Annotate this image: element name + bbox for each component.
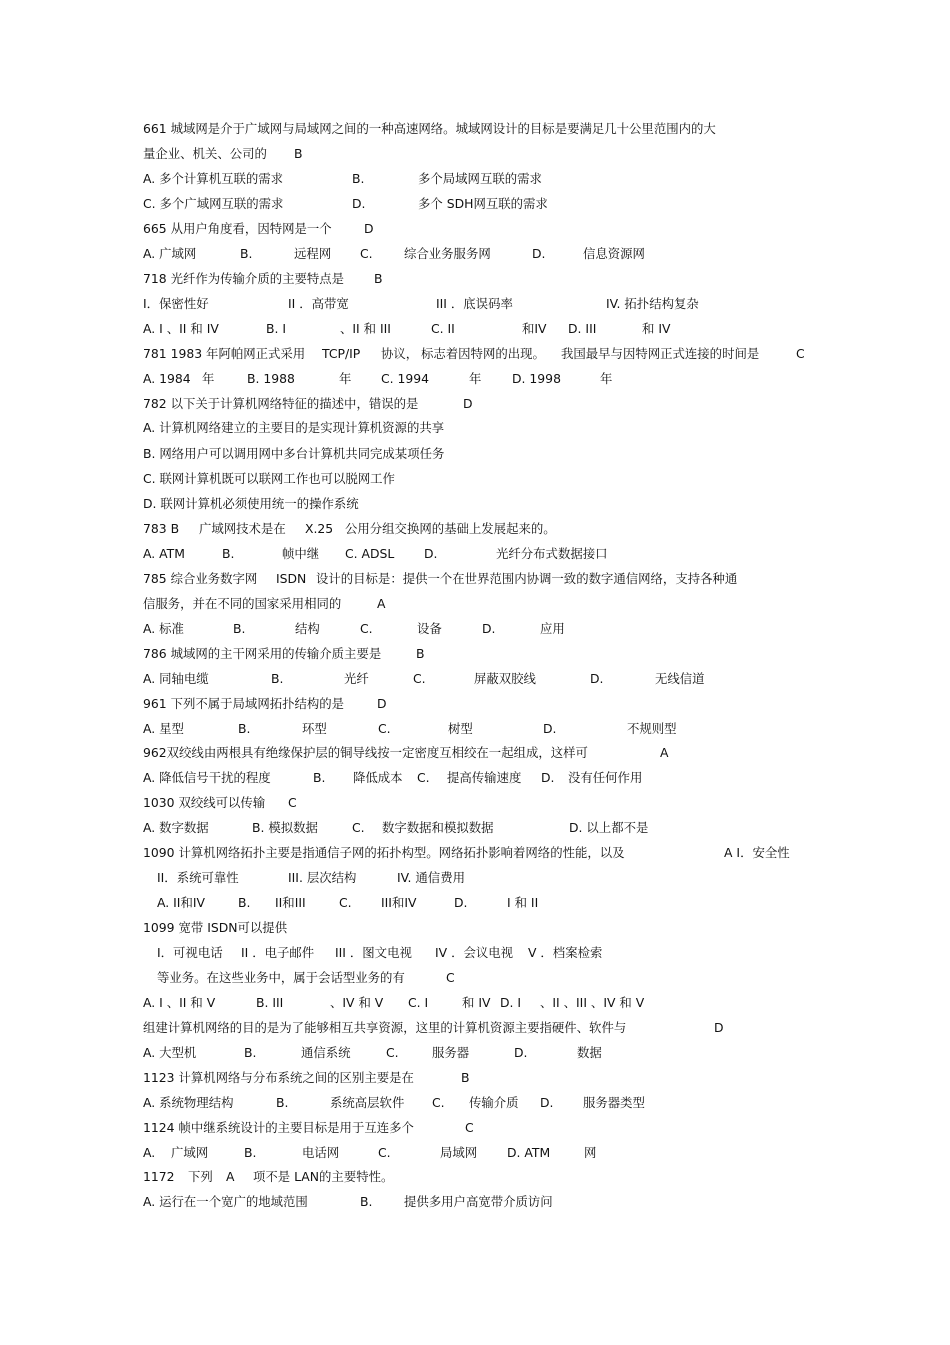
text-segment: D. <box>532 246 546 261</box>
text-segment: C <box>465 1120 474 1135</box>
text-segment: 帧中继 <box>282 546 320 561</box>
text-segment: D. I <box>500 995 522 1010</box>
text-segment: B. <box>244 1145 257 1160</box>
text-segment: C. <box>432 1095 445 1110</box>
text-segment: 等业务。在这些业务中，属于会话型业务的有 <box>157 970 405 985</box>
text-segment: D <box>714 1020 724 1035</box>
text-segment: B. III <box>256 995 284 1010</box>
text-segment: 屏蔽双胶线 <box>474 671 536 686</box>
text-segment: D. 联网计算机必须使用统一的操作系统 <box>143 496 359 511</box>
text-segment: 提供多用户高宽带介质访问 <box>404 1194 553 1209</box>
text-segment: C. ADSL <box>345 546 395 561</box>
text-segment: D <box>377 696 387 711</box>
text-segment: 和 IV <box>642 321 671 336</box>
text-segment: B. <box>222 546 235 561</box>
text-segment: C <box>446 970 455 985</box>
text-segment: B. 网络用户可以调用网中多台计算机共同完成某项任务 <box>143 446 445 461</box>
text-segment: D. <box>482 621 496 636</box>
text-segment: 系统高层软件 <box>330 1095 405 1110</box>
text-segment: IV ．会议电视 <box>435 945 514 960</box>
text-segment: III ．图文电视 <box>335 945 412 960</box>
text-segment: 和IV <box>522 321 547 336</box>
text-segment: B <box>461 1070 470 1085</box>
text-segment: I．可视电话 <box>157 945 223 960</box>
text-segment: A. ATM <box>143 546 185 561</box>
text-segment: C. <box>413 671 426 686</box>
text-segment: A I．安全性 <box>724 845 790 860</box>
text-segment: B <box>374 271 383 286</box>
text-segment: B. 模拟数据 <box>252 820 318 835</box>
text-segment: D. 1998 <box>512 371 561 386</box>
text-segment: B. 1988 <box>247 371 295 386</box>
text-segment: B. <box>244 1045 257 1060</box>
text-segment: B. <box>238 895 251 910</box>
text-segment: 961 下列不属于局域网拓扑结构的是 <box>143 696 345 711</box>
text-segment: 1090 计算机网络拓扑主要是指通信子网的拓扑构型。网络拓扑影响着网络的性能，以及 <box>143 845 625 860</box>
text-segment: C. I <box>408 995 429 1010</box>
text-segment: A. 降低信号干扰的程度 <box>143 770 271 785</box>
text-segment: C. <box>360 246 373 261</box>
text-segment: D. 以上都不是 <box>569 820 649 835</box>
text-segment: X.25 <box>305 521 334 536</box>
text-segment: A. I 、II 和 IV <box>143 321 219 336</box>
text-segment: A. 系统物理结构 <box>143 1095 234 1110</box>
text-segment: C. <box>352 820 365 835</box>
text-segment: 、II 、III 、IV 和 V <box>540 995 645 1010</box>
text-segment: 项不是 LAN的主要特性。 <box>253 1169 394 1184</box>
text-segment: C <box>288 795 297 810</box>
text-segment: C. 多个广域网互联的需求 <box>143 196 284 211</box>
text-segment: 传输介质 <box>469 1095 519 1110</box>
text-segment: 应用 <box>540 621 565 636</box>
text-segment: 1099 宽带 ISDN可以提供 <box>143 920 288 935</box>
text-segment: 无线信道 <box>655 671 705 686</box>
text-segment: 、IV 和 V <box>330 995 384 1010</box>
text-segment: A. 广域网 <box>143 246 197 261</box>
text-segment: TCP/IP <box>322 346 361 361</box>
text-segment: A. 多个计算机互联的需求 <box>143 171 284 186</box>
text-segment: C. <box>378 1145 391 1160</box>
text-segment: 组建计算机网络的目的是为了能够相互共享资源，这里的计算机资源主要指硬件、软件与 <box>143 1020 627 1035</box>
text-segment: 661 城域网是介于广域网与局域网之间的一种高速网络。城域网设计的目标是要满足几十公里范围内的大 <box>143 121 716 136</box>
text-segment: 783 B <box>143 521 180 536</box>
text-segment: 1172 <box>143 1169 175 1184</box>
text-segment: 降低成本 <box>353 770 403 785</box>
text-segment: 785 综合业务数字网 <box>143 571 258 586</box>
text-segment: 信服务，并在不同的国家采用相同的 <box>143 596 342 611</box>
text-segment: IV. 拓扑结构复杂 <box>606 296 699 311</box>
text-segment: D. <box>514 1045 528 1060</box>
text-segment: C. <box>360 621 373 636</box>
text-segment: 网 <box>584 1145 597 1160</box>
text-segment: 我国最早与因特网正式连接的时间是 <box>561 346 760 361</box>
text-segment: 718 光纤作为传输介质的主要特点是 <box>143 271 345 286</box>
text-segment: 962双绞线由两根具有绝缘保护层的铜导线按一定密度互相绞在一起组成，这样可 <box>143 745 588 760</box>
text-segment: 广域网 <box>171 1145 209 1160</box>
text-segment: D. <box>590 671 604 686</box>
text-segment: II ．高带宽 <box>288 296 349 311</box>
text-segment: A. 大型机 <box>143 1045 197 1060</box>
text-segment: A. 运行在一个宽广的地域范围 <box>143 1194 308 1209</box>
text-segment: 光纤分布式数据接口 <box>496 546 608 561</box>
text-segment: 1123 计算机网络与分布系统之间的区别主要是在 <box>143 1070 414 1085</box>
text-segment: III. 层次结构 <box>288 870 357 885</box>
text-segment: A. 标准 <box>143 621 184 636</box>
text-segment: 设备 <box>417 621 442 636</box>
text-segment: C. <box>378 721 391 736</box>
text-segment: B <box>294 146 303 161</box>
text-segment: 不规则型 <box>627 721 677 736</box>
text-segment: 年 <box>202 371 215 386</box>
text-segment: 树型 <box>448 721 473 736</box>
text-segment: A. <box>143 1145 156 1160</box>
text-segment: 局域网 <box>440 1145 478 1160</box>
text-segment: 781 1983 年阿帕网正式采用 <box>143 346 306 361</box>
text-segment: 年 <box>600 371 613 386</box>
text-segment: B. <box>233 621 246 636</box>
text-segment: B <box>416 646 425 661</box>
text-segment: C. <box>417 770 430 785</box>
text-segment: 786 城域网的主干网采用的传输介质主要是 <box>143 646 382 661</box>
text-segment: 多个局域网互联的需求 <box>418 171 542 186</box>
text-segment: D <box>364 221 374 236</box>
text-segment: A. 1984 <box>143 371 191 386</box>
text-segment: 量企业、机关、公司的 <box>143 146 267 161</box>
text-segment: A <box>377 596 386 611</box>
text-segment: 提高传输速度 <box>447 770 522 785</box>
text-segment: 、II 和 III <box>340 321 391 336</box>
text-segment: D. III <box>568 321 597 336</box>
text-segment: IV. 通信费用 <box>397 870 465 885</box>
text-segment: D. <box>543 721 557 736</box>
text-segment: 信息资源网 <box>583 246 645 261</box>
text-segment: 1124 帧中继系统设计的主要目标是用于互连多个 <box>143 1120 414 1135</box>
text-segment: D. ATM <box>507 1145 551 1160</box>
text-segment: B. <box>238 721 251 736</box>
text-segment: 远程网 <box>294 246 332 261</box>
text-segment: II．系统可靠性 <box>157 870 239 885</box>
text-segment: D <box>463 396 473 411</box>
text-segment: 数字数据和模拟数据 <box>382 820 494 835</box>
text-segment: I 和 II <box>507 895 539 910</box>
text-segment: 综合业务服务网 <box>404 246 491 261</box>
text-segment: C. II <box>431 321 455 336</box>
text-segment: B. <box>271 671 284 686</box>
text-segment: 数据 <box>577 1045 602 1060</box>
text-segment: 和 IV <box>462 995 491 1010</box>
text-segment: D. <box>424 546 438 561</box>
text-segment: A. 同轴电缆 <box>143 671 209 686</box>
text-segment: 光纤 <box>344 671 369 686</box>
text-segment: A. 计算机网络建立的主要目的是实现计算机资源的共享 <box>143 420 445 435</box>
text-segment: III ．底误码率 <box>436 296 513 311</box>
text-segment: C. <box>339 895 352 910</box>
text-segment: 公用分组交换网的基础上发展起来的。 <box>345 521 556 536</box>
text-segment: 通信系统 <box>301 1045 351 1060</box>
text-segment: ISDN <box>276 571 307 586</box>
text-segment: D. <box>541 770 555 785</box>
text-segment: D. <box>540 1095 554 1110</box>
text-segment: 665 从用户角度看，因特网是一个 <box>143 221 332 236</box>
text-segment: D. <box>454 895 468 910</box>
text-segment: A. II和IV <box>157 895 205 910</box>
text-segment: A <box>660 745 669 760</box>
text-segment: B. <box>276 1095 289 1110</box>
text-segment: 没有任何作用 <box>568 770 643 785</box>
text-segment: B. I <box>266 321 287 336</box>
text-segment: 结构 <box>295 621 320 636</box>
text-segment: 年 <box>469 371 482 386</box>
text-segment: C. 1994 <box>381 371 430 386</box>
text-segment: 环型 <box>302 721 327 736</box>
text-segment: B. <box>240 246 253 261</box>
text-segment: C <box>796 346 805 361</box>
text-segment: I．保密性好 <box>143 296 209 311</box>
text-segment: A. I 、II 和 V <box>143 995 216 1010</box>
text-segment: B. <box>313 770 326 785</box>
text-segment: C. <box>386 1045 399 1060</box>
text-segment: 782 以下关于计算机网络特征的描述中，错误的是 <box>143 396 419 411</box>
text-segment: 年 <box>339 371 352 386</box>
text-segment: B. <box>360 1194 373 1209</box>
text-segment: A. 数字数据 <box>143 820 209 835</box>
text-segment: A <box>226 1169 235 1184</box>
text-segment: 服务器类型 <box>583 1095 645 1110</box>
text-segment: III和IV <box>381 895 417 910</box>
text-segment: 设计的目标是：提供一个在世界范围内协调一致的数字通信网络，支持各种通 <box>316 571 738 586</box>
text-segment: 服务器 <box>432 1045 470 1060</box>
text-segment: II和III <box>275 895 306 910</box>
text-segment: 多个 SDH网互联的需求 <box>418 196 548 211</box>
text-segment: 标志着因特网的出现。 <box>421 346 545 361</box>
text-segment: 协议， <box>381 346 419 361</box>
text-segment: D. <box>352 196 366 211</box>
text-segment: 广域网技术是在 <box>199 521 286 536</box>
text-segment: V ．档案检索 <box>528 945 603 960</box>
text-segment: A. 星型 <box>143 721 184 736</box>
text-segment: 下列 <box>188 1169 213 1184</box>
text-segment: 1030 双绞线可以传输 <box>143 795 266 810</box>
text-segment: II ．电子邮件 <box>241 945 315 960</box>
text-segment: B. <box>352 171 365 186</box>
text-segment: C. 联网计算机既可以联网工作也可以脱网工作 <box>143 471 395 486</box>
text-segment: 电话网 <box>302 1145 340 1160</box>
